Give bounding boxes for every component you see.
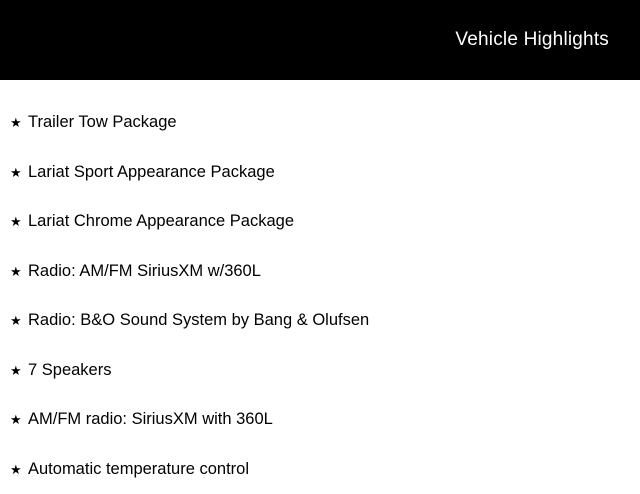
list-item [0,346,640,396]
list-item-label: Trailer Tow Package [28,113,177,132]
star-icon: ★ [10,166,28,179]
list-item [0,247,640,297]
star-icon: ★ [10,364,28,377]
list-item-label: Lariat Chrome Appearance Package [28,212,294,231]
list-item-label: Radio: AM/FM SiriusXM w/360L [28,262,261,281]
list-item [0,148,640,198]
list-item-label: 7 Speakers [28,361,111,380]
list-item [0,296,640,346]
list-item-label: AM/FM radio: SiriusXM with 360L [28,410,273,429]
list-item [0,395,640,445]
star-icon: ★ [10,463,28,476]
list-item-label: Radio: B&O Sound System by Bang & Olufsen [28,311,369,330]
list-item [0,197,640,247]
vehicle-highlights-list [0,80,640,494]
star-icon: ★ [10,413,28,426]
list-item [0,445,640,494]
list-item-label: Lariat Sport Appearance Package [28,163,275,182]
star-icon: ★ [10,215,28,228]
list-item-label: Automatic temperature control [28,460,249,479]
star-icon: ★ [10,314,28,327]
page-header [0,0,640,80]
star-icon: ★ [10,265,28,278]
list-item [0,98,640,148]
page-title: Vehicle Highlights [455,29,609,51]
star-icon: ★ [10,116,28,129]
